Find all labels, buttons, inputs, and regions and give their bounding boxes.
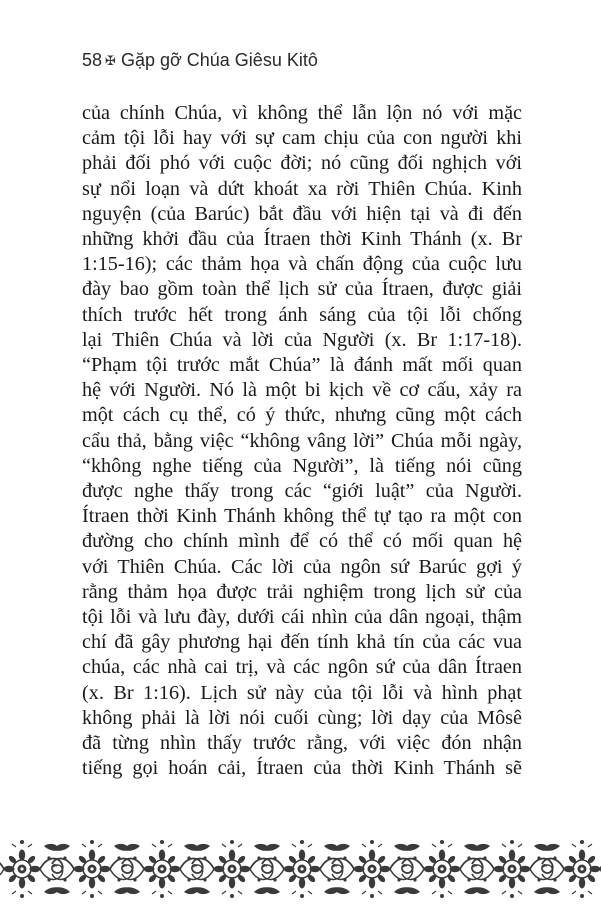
text-line: đường cho chính mình để có thể có mối quan hệ [82,530,522,553]
text-line: những khởi đầu của Ítraen thời Kinh Thánh (x. Br [82,228,522,251]
text-line: chí đã gây phương hại đến tính khả tín của các vua [82,631,522,654]
text-line: sự nổi loạn và dứt khoát xa rời Thiên Chúa. Kinh [82,177,522,200]
text-line: với Thiên Chúa. Các lời của ngôn sứ Barúc gợi ý [82,555,522,578]
text-line: lại Thiên Chúa và lời của Người (x. Br 1:17-18). [82,328,522,351]
text-line: thích trước hết trong ánh sáng của tội lỗi chống [82,303,522,326]
text-line: của chính Chúa, vì không thể lẫn lộn nó với mặc [82,102,522,124]
text-line: rằng thảm họa được trải nghiệm trong lịch sử của [82,580,522,603]
text-line: hệ với Người. Nó là một bi kịch về cơ cấu, xảy ra [82,379,522,402]
text-line: Ítraen thời Kinh Thánh không thể tự tạo ra một con [82,505,522,528]
text-line: tiếng gọi hoán cải, Ítraen của thời Kinh Thánh sẽ [82,757,522,780]
text-line: (x. Br 1:16). Lịch sử này của tội lỗi và hình phạt [82,681,522,704]
floral-border-ornament-icon [0,838,601,900]
text-line: “Phạm tội trước mắt Chúa” là đánh mất mối quan [82,354,522,377]
text-line: đã từng nhìn thấy trước rằng, với việc đón nhận [82,732,522,755]
cross-ornament-icon: ✠ [105,52,116,68]
text-line: một cách cụ thể, có ý thức, nhưng cũng một cách [82,404,522,427]
text-line: nguyện (của Barúc) bắt đầu với hiện tại và đi đến [82,202,522,225]
text-line: cảm tội lỗi hay với sự cam chịu của con người khi [82,127,522,150]
page-number: 58 [82,50,103,70]
text-line: không phải là lời nói cuối cùng; lời dạy của Môsê [82,706,522,729]
text-line: “không nghe tiếng của Người”, là tiếng nói cũng [82,454,522,477]
text-line: phải đối phó với cuộc đời; nó cũng đối nghịch với [82,152,522,175]
text-line: tội lỗi và lưu đày, dưới cái nhìn của dân ngoại, thậm [82,606,522,629]
book-title: Gặp gỡ Chúa Giêsu Kitô [120,50,318,70]
text-line: được nghe thấy trong các “giới luật” của Người. [82,480,522,503]
text-line: chúa, các nhà cai trị, và các ngôn sứ của dân Ítraen [82,656,522,679]
text-line: cẩu thả, bằng việc “không vâng lời” Chúa mỗi ngày, [82,429,522,452]
running-header [82,50,318,71]
body-paragraph [82,101,522,781]
text-line: đày bao gồm toàn thể lịch sử của Ítraen, được giải [82,278,522,301]
text-line: 1:15-16); các thảm họa và chấn động của cuộc lưu [82,253,522,276]
